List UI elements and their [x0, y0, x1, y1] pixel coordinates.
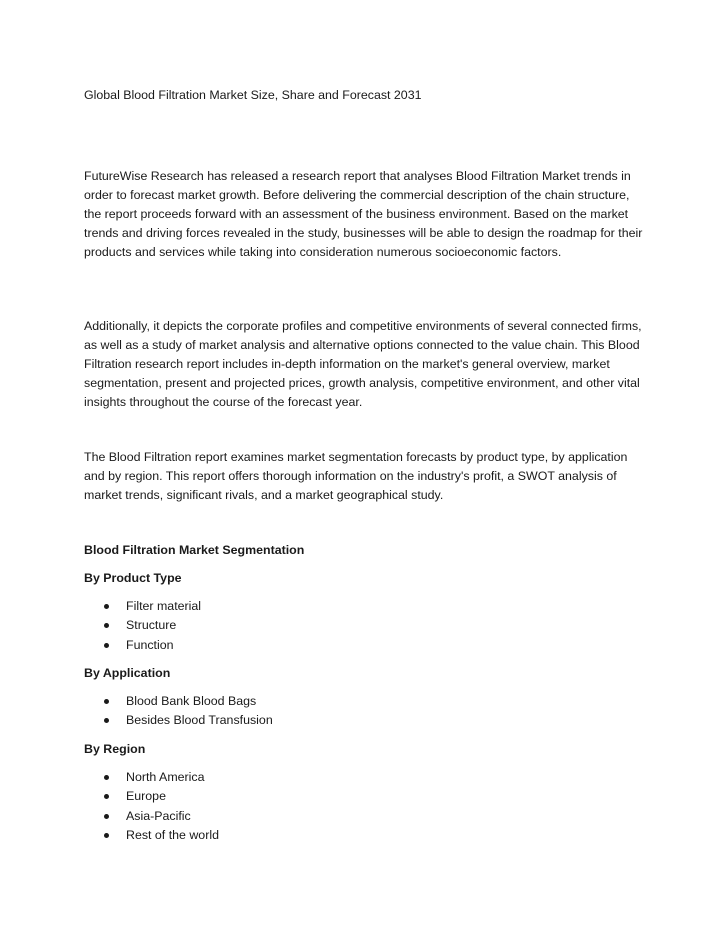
product-type-heading: By Product Type: [84, 571, 182, 585]
paragraph-segmentation-summary: The Blood Filtration report examines market segmentation forecasts by product type, by application and by region. This report offers thorough information on the industry's profit, a SWOT analysis of market trends, significant rivals, and a market geographical study.: [84, 450, 628, 502]
list-item: North America: [104, 768, 219, 787]
list-item: Function: [104, 636, 201, 655]
list-item: Rest of the world: [104, 826, 219, 845]
list-item: Blood Bank Blood Bags: [104, 692, 273, 711]
list-item: Asia-Pacific: [104, 807, 219, 826]
region-list: [104, 768, 219, 846]
segmentation-heading: Blood Filtration Market Segmentation: [84, 543, 305, 557]
product-type-list: [104, 597, 201, 655]
paragraph-profiles: Additionally, it depicts the corporate profiles and competitive environments of several connected firms, as well as a study of market analysis and alternative options connected to the value chain. This Blood Filtration research report includes in-depth information on the market's general overview, market segmentation, present and projected prices, growth analysis, competitive environment, and other vital insights throughout the course of the forecast year.: [84, 319, 642, 409]
list-item: Structure: [104, 616, 201, 635]
list-item: Besides Blood Transfusion: [104, 711, 273, 730]
list-item: Filter material: [104, 597, 201, 616]
document-title: Global Blood Filtration Market Size, Share and Forecast 2031: [84, 88, 422, 102]
list-item: Europe: [104, 787, 219, 806]
region-heading: By Region: [84, 742, 146, 756]
paragraph-intro: FutureWise Research has released a research report that analyses Blood Filtration Market trends in order to forecast market growth. Before delivering the commercial description of the chain structure, the report proceeds forward with an assessment of the business environment. Based on the market trends and driving forces revealed in the study, businesses will be able to design the roadmap for their products and services while taking into consideration numerous socioeconomic factors.: [84, 169, 643, 259]
application-heading: By Application: [84, 666, 171, 680]
application-list: [104, 692, 273, 731]
